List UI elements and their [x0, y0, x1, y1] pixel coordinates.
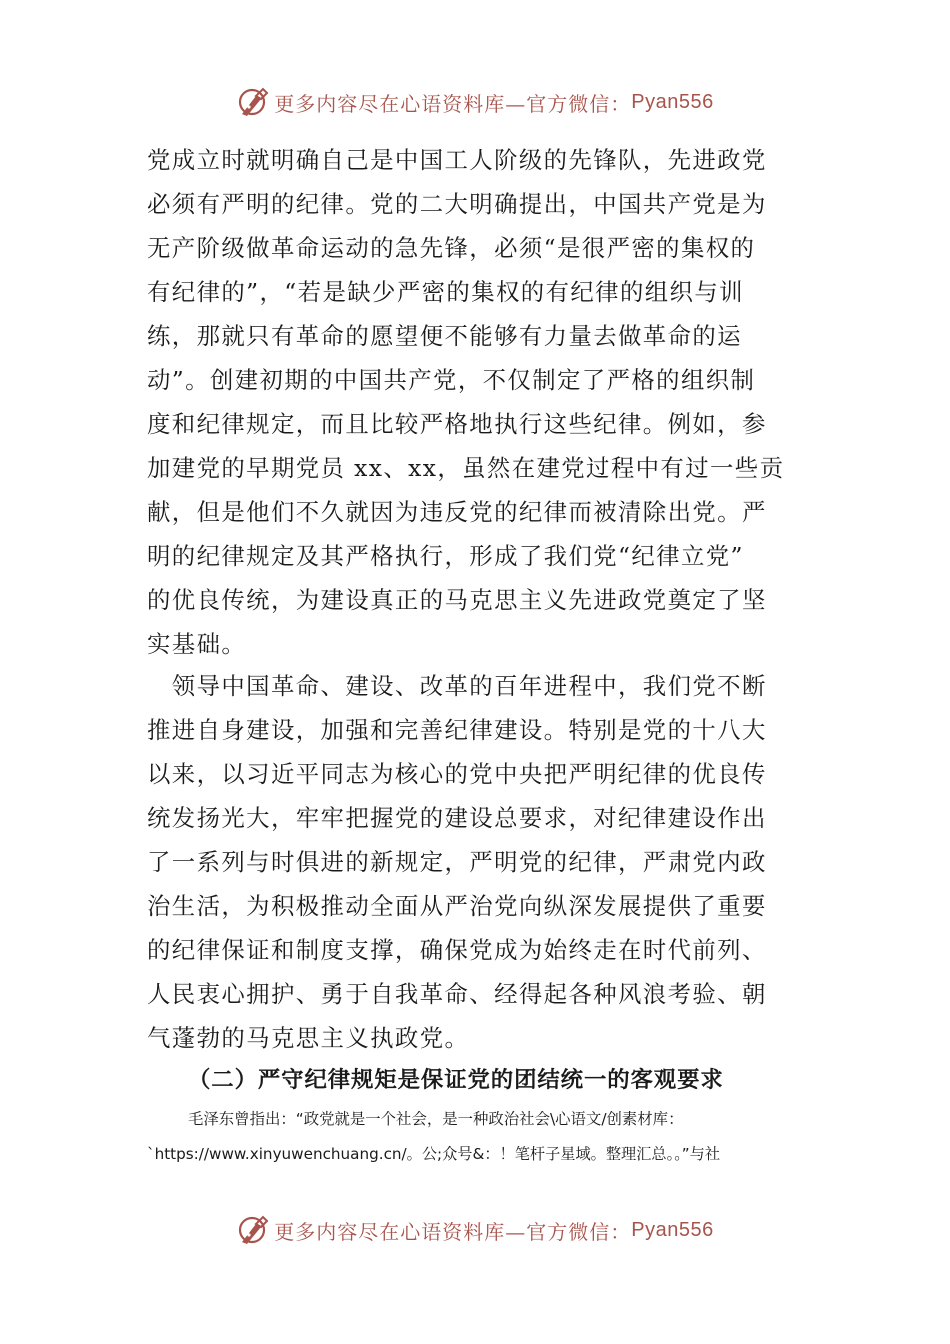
text-line: 了一系列与时俱进的新规定，严明党的纪律，严肃党内政 — [147, 848, 767, 876]
text-line: 以来，以习近平同志为核心的党中央把严明纪律的优良传 — [147, 760, 767, 788]
text-line: 的纪律保证和制度支撑，确保党成为始终走在时代前列、 — [147, 936, 767, 964]
pen-nib-logo-icon — [236, 1213, 270, 1247]
text-line: 练，那就只有革命的愿望便不能够有力量去做革命的运 — [147, 322, 742, 350]
footer-banner-text: 更多内容尽在心语资料库—官方微信： — [274, 1219, 632, 1244]
text-line: 统发扬光大，牢牢把握党的建设总要求，对纪律建设作出 — [147, 804, 767, 832]
footer-banner-code: Pyan556 — [631, 1218, 714, 1241]
text-line: 明的纪律规定及其严格执行，形成了我们党“纪律立党” — [147, 542, 744, 570]
text-line: 人民衷心拥护、勇于自我革命、经得起各种风浪考验、朝 — [147, 980, 767, 1008]
header-banner-text: 更多内容尽在心语资料库—官方微信： — [274, 91, 632, 116]
header-banner — [0, 82, 950, 122]
text-line: 领导中国革命、建设、改革的百年进程中，我们党不断 — [147, 672, 767, 700]
text-line: 无产阶级做革命运动的急先锋，必须“是很严密的集权的 — [147, 234, 756, 262]
footer-banner — [0, 1210, 950, 1250]
text-line: 推进自身建设，加强和完善纪律建设。特别是党的十八大 — [147, 716, 767, 744]
quote-line-1: 毛泽东曾指出：“政党就是一个社会，是一种政治社会\心语文/创素材库： — [188, 1110, 684, 1128]
text-line: 动”。创建初期的中国共产党，不仅制定了严格的组织制 — [147, 366, 756, 394]
text-line: 献，但是他们不久就因为违反党的纪律而被清除出党。严 — [147, 498, 767, 526]
text-line: 治生活，为积极推动全面从严治党向纵深发展提供了重要 — [147, 892, 767, 920]
section-heading: （二）严守纪律规矩是保证党的团结统一的客观要求 — [188, 1067, 724, 1093]
text-line: 必须有严明的纪律。党的二大明确提出，中国共产党是为 — [147, 190, 767, 218]
text-line: 实基础。 — [147, 630, 247, 658]
text-line: 的优良传统，为建设真正的马克思主义先进政党奠定了坚 — [147, 586, 767, 614]
pen-nib-logo-icon — [236, 85, 270, 119]
quote-line-2: `https://www.xinyuwenchuang.cn/。公;众号&：！笔杆子星域。整理汇总。。”与社 — [147, 1145, 721, 1163]
text-line: 加建党的早期党员 xx、xx，虽然在建党过程中有过一些贡 — [147, 454, 785, 482]
text-line: 有纪律的”，“若是缺少严密的集权的有纪律的组织与训 — [147, 278, 744, 306]
text-line: 气蓬勃的马克思主义执政党。 — [147, 1024, 470, 1052]
text-line: 度和纪律规定，而且比较严格地执行这些纪律。例如，参 — [147, 410, 767, 438]
text-line: 党成立时就明确自己是中国工人阶级的先锋队，先进政党 — [147, 146, 767, 174]
header-banner-code: Pyan556 — [631, 90, 714, 113]
